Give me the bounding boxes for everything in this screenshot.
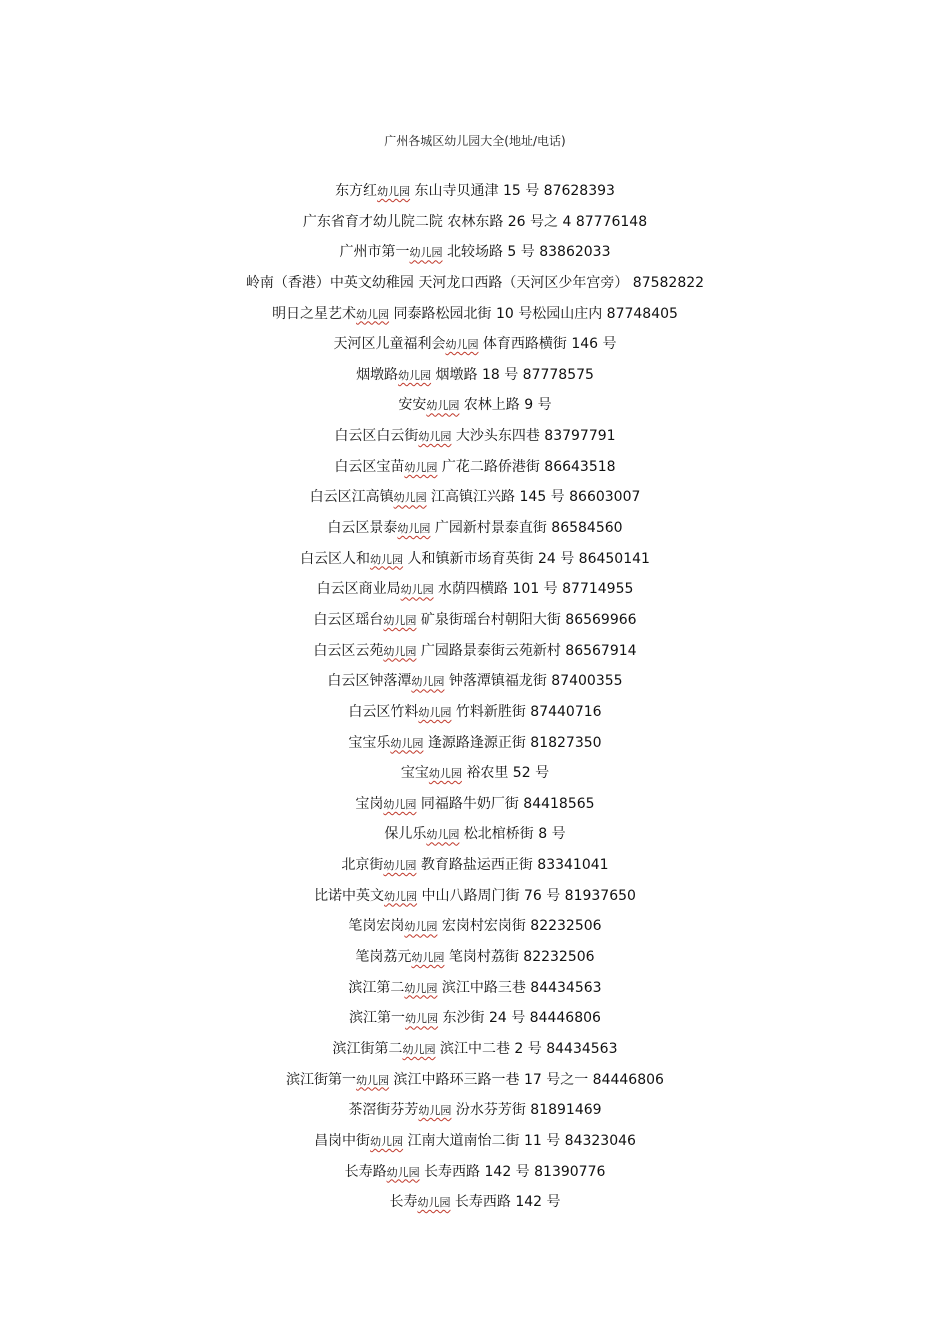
entry-keyword: 幼儿园: [404, 981, 438, 995]
entry-keyword: 幼儿园: [426, 828, 460, 842]
entry-name: 东方红: [335, 183, 378, 199]
kindergarten-entry: [0, 607, 950, 638]
kindergarten-entry: [0, 883, 950, 914]
entry-name: 滨江街第一: [286, 1071, 357, 1088]
kindergarten-entry: [0, 392, 950, 423]
entry-address-phone: 江高镇江兴路 145 号 86603007: [426, 489, 641, 506]
entry-name: 白云区白云街: [334, 428, 419, 445]
kindergarten-entry: [0, 209, 950, 240]
entry-address-phone: 滨江中路三巷 84434563: [437, 979, 602, 996]
entry-keyword: 幼儿园: [411, 675, 445, 689]
kindergarten-entry: [0, 270, 950, 301]
kindergarten-entry: [0, 821, 950, 852]
entry-name: 保儿乐: [384, 826, 427, 843]
entry-address-phone: 松北棺桥街 8 号: [459, 826, 566, 843]
kindergarten-entry: [0, 1128, 950, 1159]
entry-name: 烟墩路: [356, 366, 399, 383]
entry-address-phone: 同泰路松园北街 10 号松园山庄内 87748405: [389, 305, 678, 322]
kindergarten-entry: [0, 1189, 950, 1220]
entry-name: 滨江街第二: [332, 1040, 403, 1057]
entry-name: 白云区钟落潭: [327, 673, 412, 690]
kindergarten-entry: [0, 484, 950, 515]
entry-keyword: 幼儿园: [418, 430, 452, 444]
entry-name: 茶滘街芬芳: [348, 1102, 419, 1119]
entry-address-phone: 汾水芬芳街 81891469: [451, 1102, 602, 1119]
entry-address-phone: 江南大道南怡二街 11 号 84323046: [403, 1132, 636, 1149]
kindergarten-entry: [0, 1097, 950, 1128]
entry-address-phone: 体育西路横街 146 号: [478, 336, 617, 353]
entry-address-phone: 裕农里 52 号: [461, 765, 550, 782]
entry-name: 天河区儿童福利会: [333, 336, 446, 353]
entry-address-phone: 广花二路侨港街 86643518: [437, 458, 616, 475]
document-title: 广州各城区幼儿园大全(地址/电话): [384, 134, 566, 148]
kindergarten-entry: [0, 301, 950, 332]
kindergarten-entry: [0, 362, 950, 393]
entry-name: 安安: [398, 397, 427, 414]
kindergarten-entry: [0, 1067, 950, 1098]
entry-address-phone: 滨江中二巷 2 号 84434563: [435, 1040, 618, 1057]
kindergarten-entry: [0, 852, 950, 883]
kindergarten-entry: [0, 546, 950, 577]
kindergarten-list: [0, 178, 950, 1220]
entry-address-phone: 中山八路周门街 76 号 81937650: [417, 887, 636, 904]
entry-keyword: 幼儿园: [377, 185, 411, 198]
entry-address-phone: 大沙头东四巷 83797791: [451, 428, 616, 445]
entry-address-phone: 同福路牛奶厂街 84418565: [416, 795, 595, 812]
kindergarten-entry: [0, 760, 950, 791]
entry-keyword: 幼儿园: [383, 797, 417, 811]
entry-name: 白云区江高镇: [309, 489, 394, 506]
entry-name: 比诺中英文: [314, 887, 385, 904]
entry-address-phone: 东山寺贝通津 15 号 87628393: [410, 183, 615, 199]
entry-keyword: 幼儿园: [402, 1042, 436, 1056]
entry-name: 白云区宝苗: [334, 458, 405, 475]
kindergarten-entry: [0, 576, 950, 607]
entry-keyword: 幼儿园: [428, 767, 462, 781]
kindergarten-entry: [0, 331, 950, 362]
entry-name: 笔岗荔元: [355, 949, 412, 966]
entry-address-phone: 宏岗村宏岗街 82232506: [437, 918, 602, 935]
entry-keyword: 幼儿园: [383, 613, 417, 627]
entry-name: 岭南（香港）中英文幼稚园 天河龙口西路（天河区少年宫旁） 87582822: [245, 274, 705, 291]
entry-address-phone: 逢源路逢源正街 81827350: [423, 734, 602, 751]
kindergarten-entry: [0, 1005, 950, 1036]
entry-keyword: 幼儿园: [356, 1073, 390, 1087]
entry-name: 白云区人和: [300, 550, 371, 567]
entry-name: 白云区景泰: [327, 520, 398, 537]
kindergarten-entry: [0, 515, 950, 546]
entry-address-phone: 钟落潭镇福龙街 87400355: [444, 673, 623, 690]
entry-name: 白云区瑶台: [313, 611, 384, 628]
entry-keyword: 幼儿园: [386, 1165, 420, 1179]
entry-address-phone: 矿泉街瑶台村朝阳大街 86569966: [416, 611, 637, 628]
entry-name: 广州市第一: [339, 244, 410, 261]
entry-keyword: 幼儿园: [393, 491, 427, 505]
entry-name: 滨江第二: [348, 979, 405, 996]
entry-name: 广东省育才幼儿院二院 农林东路 26 号之 4 87776148: [302, 213, 648, 230]
kindergarten-entry: [0, 638, 950, 669]
entry-keyword: 幼儿园: [383, 644, 417, 658]
entry-name: 长寿: [389, 1194, 418, 1211]
kindergarten-entry: [0, 454, 950, 485]
entry-address-phone: 滨江中路环三路一巷 17 号之一 84446806: [389, 1071, 664, 1088]
entry-keyword: 幼儿园: [409, 246, 443, 260]
entry-keyword: 幼儿园: [390, 736, 424, 750]
entry-address-phone: 笔岗村荔街 82232506: [444, 949, 595, 966]
kindergarten-entry: [0, 975, 950, 1006]
entry-keyword: 幼儿园: [404, 920, 438, 934]
entry-keyword: 幼儿园: [370, 552, 404, 566]
entry-keyword: 幼儿园: [411, 951, 445, 965]
entry-address-phone: 北较场路 5 号 83862033: [442, 244, 611, 261]
entry-keyword: 幼儿园: [405, 1012, 439, 1026]
entry-name: 明日之星艺术: [272, 305, 357, 322]
entry-name: 长寿路: [344, 1163, 387, 1180]
kindergarten-entry: [0, 1036, 950, 1067]
entry-name: 宝宝: [400, 765, 429, 782]
kindergarten-entry: [0, 791, 950, 822]
entry-address-phone: 长寿西路 142 号: [450, 1194, 561, 1211]
entry-name: 白云区云苑: [313, 642, 384, 659]
entry-name: 白云区竹料: [348, 703, 419, 720]
entry-keyword: 幼儿园: [426, 399, 460, 413]
entry-keyword: 幼儿园: [383, 859, 417, 873]
entry-name: 笔岗宏岗: [348, 918, 405, 935]
kindergarten-entry: [0, 668, 950, 699]
kindergarten-entry: [0, 1159, 950, 1190]
entry-name: 宝岗: [355, 795, 384, 812]
entry-keyword: 幼儿园: [445, 338, 479, 352]
entry-address-phone: 长寿西路 142 号 81390776: [419, 1163, 606, 1180]
kindergarten-entry: [0, 178, 950, 209]
entry-keyword: 幼儿园: [370, 1134, 404, 1148]
entry-name: 北京街: [341, 857, 384, 874]
entry-keyword: 幼儿园: [400, 583, 434, 597]
entry-address-phone: 竹料新胜街 87440716: [451, 703, 602, 720]
entry-address-phone: 人和镇新市场育英街 24 号 86450141: [403, 550, 650, 567]
kindergarten-entry: [0, 239, 950, 270]
entry-keyword: 幼儿园: [384, 889, 418, 903]
entry-keyword: 幼儿园: [398, 368, 432, 382]
entry-name: 昌岗中街: [314, 1132, 371, 1149]
entry-address-phone: 广园路景泰街云苑新村 86567914: [416, 642, 637, 659]
entry-keyword: 幼儿园: [356, 307, 390, 321]
entry-name: 宝宝乐: [348, 734, 391, 751]
entry-address-phone: 东沙街 24 号 84446806: [438, 1010, 601, 1027]
entry-name: 滨江第一: [349, 1010, 406, 1027]
entry-address-phone: 农林上路 9 号: [459, 397, 552, 414]
entry-address-phone: 广园新村景泰直街 86584560: [430, 520, 623, 537]
kindergarten-entry: [0, 423, 950, 454]
kindergarten-entry: [0, 699, 950, 730]
kindergarten-entry: [0, 913, 950, 944]
entry-address-phone: 烟墩路 18 号 87778575: [431, 366, 594, 383]
entry-keyword: 幼儿园: [417, 1196, 451, 1210]
entry-keyword: 幼儿园: [397, 522, 431, 536]
entry-name: 白云区商业局: [316, 581, 401, 598]
entry-address-phone: 水荫四横路 101 号 87714955: [433, 581, 634, 598]
kindergarten-entry: [0, 730, 950, 761]
entry-address-phone: 教育路盐运西正街 83341041: [416, 857, 609, 874]
entry-keyword: 幼儿园: [418, 705, 452, 719]
entry-keyword: 幼儿园: [404, 460, 438, 474]
kindergarten-entry: [0, 944, 950, 975]
entry-keyword: 幼儿园: [418, 1104, 452, 1118]
